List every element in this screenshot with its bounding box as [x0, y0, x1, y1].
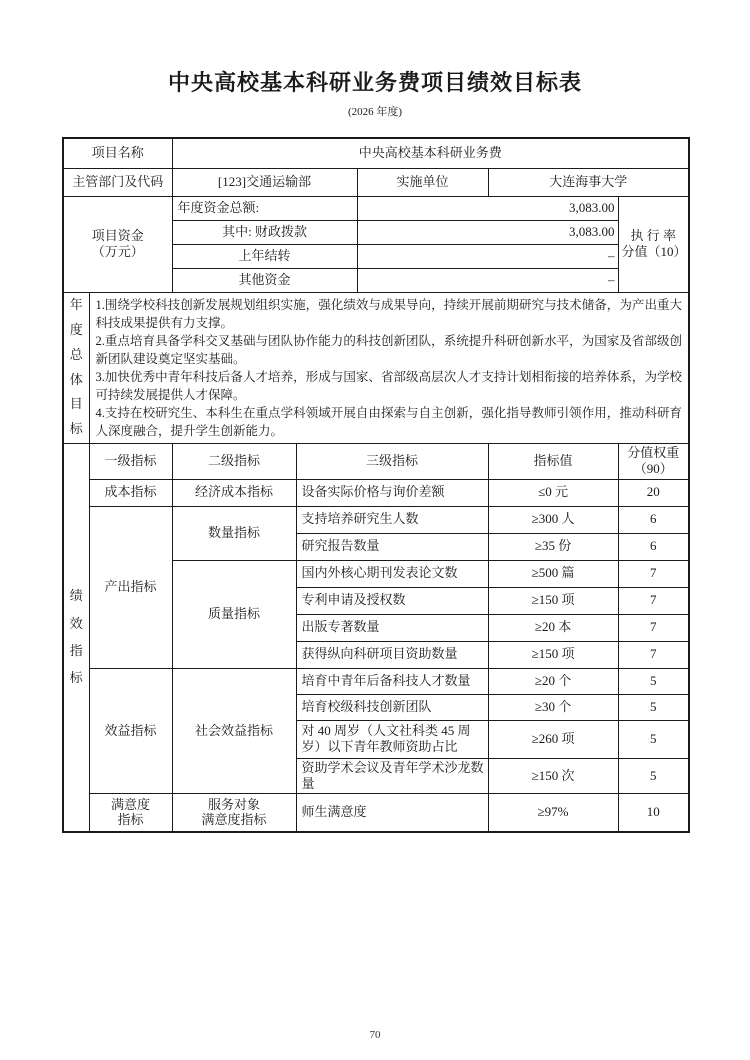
indicator-weight: 5: [618, 758, 689, 794]
indicator-value: ≥97%: [488, 794, 618, 832]
indicator-weight: 5: [618, 720, 689, 758]
indicator-name: 师生满意度: [296, 794, 488, 832]
indicator-name: 培育校级科技创新团队: [296, 694, 488, 720]
funding-other-label: 其他资金: [172, 268, 357, 292]
unit-label: 实施单位: [357, 168, 488, 196]
annual-goal-label-cell: [63, 292, 89, 443]
row-department: [63, 168, 689, 196]
funding-total-label: 年度资金总额:: [172, 196, 357, 220]
level1-output: 产出指标: [89, 506, 172, 668]
indicator-value: ≤0 元: [488, 479, 618, 506]
indicator-value: ≥150 项: [488, 641, 618, 668]
annual-goal-label: 年度总体目标: [69, 297, 83, 436]
row-annual-goal: [63, 292, 689, 443]
level1-benefit: 效益指标: [89, 668, 172, 794]
indicator-name: 资助学术会议及青年学术沙龙数量: [296, 758, 488, 794]
annual-goal-item: 3.加快优秀中青年科技后备人才培养，形成与国家、省部级高层次人才支持计划相衔接的培养体系，为学校可持续发展提供人才保障。: [95, 369, 683, 402]
indicator-name: 研究报告数量: [296, 533, 488, 560]
indicator-weight: 7: [618, 587, 689, 614]
indicator-weight: 10: [618, 794, 689, 832]
row-project-name: [63, 138, 689, 168]
header-weight: [618, 443, 689, 479]
level2-quantity: 数量指标: [172, 506, 296, 560]
page-number: 70: [369, 1029, 381, 1041]
indicator-name: 出版专著数量: [296, 614, 488, 641]
indicator-weight: 5: [618, 668, 689, 694]
execution-rate-line1: 执 行 率: [630, 228, 677, 244]
funding-label-line2: （万元）: [91, 244, 144, 259]
indicator-row: [63, 506, 689, 533]
annual-goal-item: 2.重点培育具备学科交叉基础与团队协作能力的科技创新团队，系统提升科研创新水平，为国家及省部级创新团队建设奠定坚实基础。: [95, 333, 683, 366]
header-level1: 一级指标: [89, 443, 172, 479]
indicator-weight: 6: [618, 506, 689, 533]
level2-economic: 经济成本指标: [172, 479, 296, 506]
document-title: 中央高校基本科研业务费项目绩效目标表: [167, 70, 582, 95]
funding-fiscal-label: 其中: 财政拨款: [172, 220, 357, 244]
indicator-value: ≥35 份: [488, 533, 618, 560]
perf-label: 绩效指标: [69, 588, 83, 686]
indicator-value: ≥30 个: [488, 694, 618, 720]
project-name-value: 中央高校基本科研业务费: [172, 138, 689, 168]
indicator-weight: 6: [618, 533, 689, 560]
indicator-weight: 20: [618, 479, 689, 506]
indicator-weight: 7: [618, 560, 689, 587]
indicator-row: [63, 668, 689, 694]
funding-other-value: –: [357, 268, 618, 292]
indicator-name: 专利申请及授权数: [296, 587, 488, 614]
indicator-value: ≥260 项: [488, 720, 618, 758]
annual-goal-item: 4.支持在校研究生、本科生在重点学科领域开展自由探索与自主创新，强化指导教师引领作用，推动科研育人深度融合，提升学生创新能力。: [95, 405, 683, 438]
execution-rate-score: [618, 196, 689, 292]
indicator-weight: 5: [618, 694, 689, 720]
level2-service: [172, 794, 296, 832]
document-subtitle: (2026 年度): [347, 106, 403, 119]
funding-label: [63, 196, 172, 292]
indicator-value: ≥150 项: [488, 587, 618, 614]
indicator-name: 国内外核心期刊发表论文数: [296, 560, 488, 587]
level1-satisfaction-line1: 满意度: [111, 796, 151, 812]
level2-social: 社会效益指标: [172, 668, 296, 794]
level2-service-line2: 满意度指标: [201, 812, 267, 828]
funding-total-value: 3,083.00: [357, 196, 618, 220]
indicator-name: 支持培养研究生人数: [296, 506, 488, 533]
indicator-weight: 7: [618, 614, 689, 641]
header-weight-line1: 分值权重: [627, 445, 680, 461]
indicator-name: 对 40 周岁（人文社科类 45 周岁）以下青年教师资助占比: [296, 720, 488, 758]
funding-carryover-value: –: [357, 244, 618, 268]
indicator-row: [63, 794, 689, 832]
annual-goal-content: [89, 292, 689, 443]
level2-quality: 质量指标: [172, 560, 296, 668]
performance-target-table: [62, 137, 690, 833]
department-label: 主管部门及代码: [63, 168, 172, 196]
indicator-weight: 7: [618, 641, 689, 668]
indicator-name: 获得纵向科研项目资助数量: [296, 641, 488, 668]
funding-carryover-label: 上年结转: [172, 244, 357, 268]
indicator-value: ≥20 个: [488, 668, 618, 694]
level1-satisfaction-line2: 指标: [117, 812, 144, 828]
annual-goal-item: 1.围绕学校科技创新发展规划组织实施，强化绩效与成果导向，持续开展前期研究与技术储备，为产出重大科技成果提供有力支撑。: [95, 297, 683, 330]
indicator-value: ≥20 本: [488, 614, 618, 641]
level2-service-line1: 服务对象: [208, 796, 261, 812]
header-level3: 三级指标: [296, 443, 488, 479]
department-value: [123]交通运输部: [172, 168, 357, 196]
perf-label-cell: [63, 443, 89, 832]
funding-label-line1: 项目资金: [91, 228, 144, 244]
indicator-name: 设备实际价格与询价差额: [296, 479, 488, 506]
indicator-row: [63, 479, 689, 506]
level1-satisfaction: [89, 794, 172, 832]
funding-fiscal-value: 3,083.00: [357, 220, 618, 244]
row-indicator-header: [63, 443, 689, 479]
level1-cost: 成本指标: [89, 479, 172, 506]
header-level2: 二级指标: [172, 443, 296, 479]
indicator-value: ≥150 次: [488, 758, 618, 794]
unit-value: 大连海事大学: [488, 168, 689, 196]
indicator-value: ≥300 人: [488, 506, 618, 533]
indicator-name: 培育中青年后备科技人才数量: [296, 668, 488, 694]
execution-rate-line2: 分值（10）: [621, 244, 687, 259]
header-weight-line2: （90）: [633, 461, 673, 476]
project-name-label: 项目名称: [63, 138, 172, 168]
indicator-value: ≥500 篇: [488, 560, 618, 587]
header-value: 指标值: [488, 443, 618, 479]
row-funding-total: [63, 196, 689, 220]
